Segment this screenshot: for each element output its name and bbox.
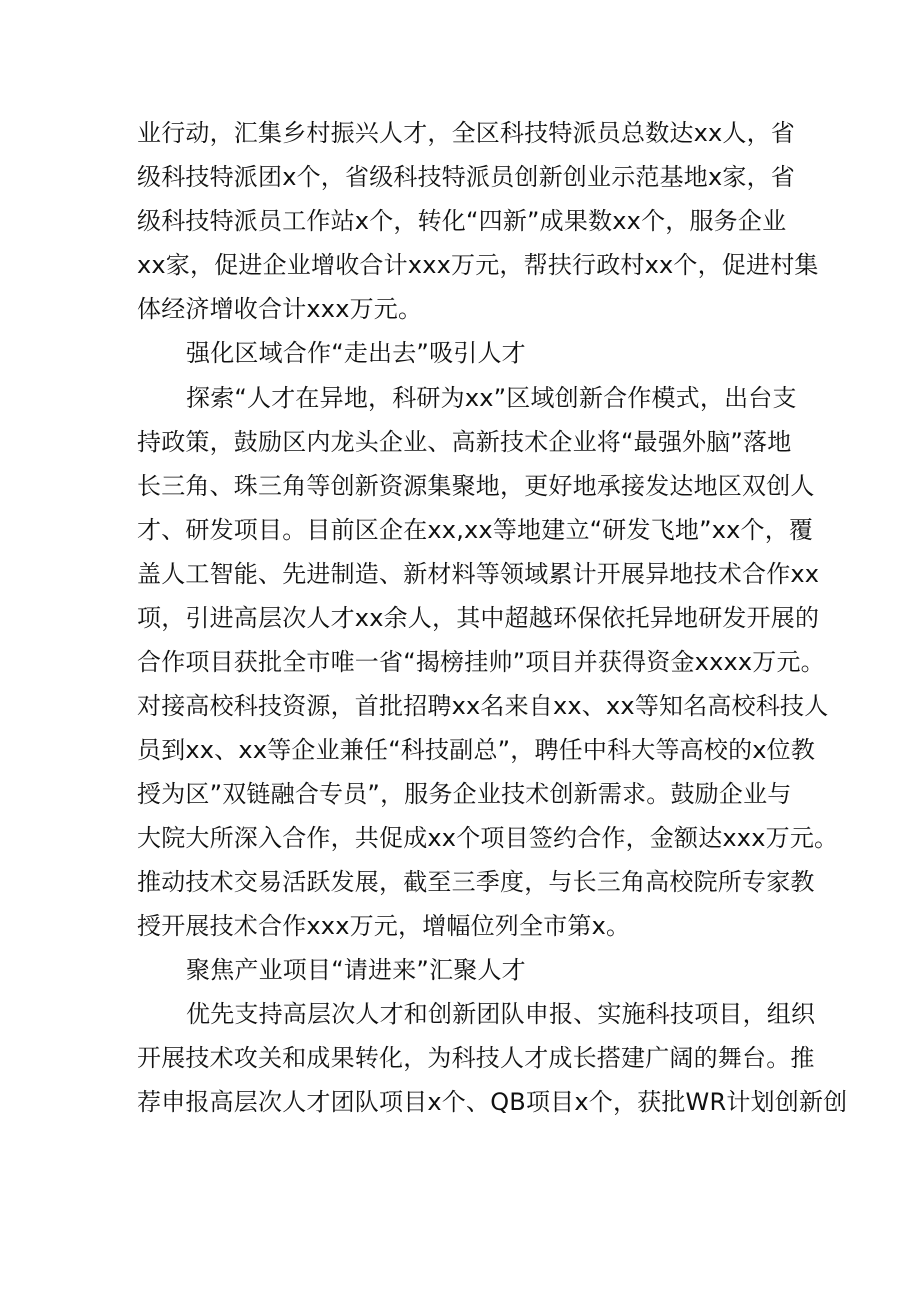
text-line-14: 对接高校科技资源，首批招聘xx名来自xx、xx等知名高校科技人 — [137, 692, 829, 720]
text-line-10: 才、研发项目。目前区企在xx,xx等地建立“研发飞地”xx个，覆 — [137, 516, 814, 544]
text-line-4: xx家，促进企业增收合计xxx万元，帮扶行政村xx个，促进村集 — [137, 251, 819, 279]
text-line-3: 级科技特派员工作站x个，转化“四新”成果数xx个，服务企业 — [137, 207, 787, 235]
text-line-11: 盖人工智能、先进制造、新材料等领域累计开展异地技术合作xx — [137, 560, 820, 588]
text-line-12: 项，引进高层次人才xx余人，其中超越环保依托异地研发开展的 — [137, 604, 820, 632]
text-line-9: 长三角、珠三角等创新资源集聚地，更好地承接发达地区双创人 — [137, 472, 815, 500]
text-line-5: 体经济增收合计xxx万元。 — [137, 295, 423, 323]
text-line-22: 开展技术攻关和成果转化，为科技人才成长搭建广阔的舞台。推 — [137, 1044, 815, 1072]
text-line-23: 荐申报高层次人才团队项目x个、QB项目x个，获批WR计划创新创 — [137, 1088, 848, 1116]
text-line-2: 级科技特派团x个，省级科技特派员创新创业示范基地x家，省 — [137, 163, 796, 191]
text-line-15: 员到xx、xx等企业兼任“科技副总”，聘任中科大等高校的x位教 — [137, 736, 816, 764]
section-heading-industry-projects: 聚焦产业项目“请进来”汇聚人才 — [186, 956, 526, 984]
text-line-19: 授开展技术合作xxx万元，增幅位列全市第x。 — [137, 912, 631, 940]
text-line-13: 合作项目获批全市唯一省“揭榜挂帅”项目并获得资金xxxx万元。 — [137, 648, 825, 676]
text-line-1: 业行动，汇集乡村振兴人才，全区科技特派员总数达xx人，省 — [137, 119, 796, 147]
text-line-17: 大院大所深入合作，共促成xx个项目签约合作，金额达xxx万元。 — [137, 824, 839, 852]
text-line-8: 持政策，鼓励区内龙头企业、高新技术企业将“最强外脑”落地 — [137, 428, 792, 456]
section-heading-regional-cooperation: 强化区域合作“走出去”吸引人才 — [186, 339, 526, 367]
text-line-21: 优先支持高层次人才和创新团队申报、实施科技项目，组织 — [186, 1000, 816, 1028]
text-line-18: 推动技术交易活跃发展，截至三季度，与长三角高校院所专家教 — [137, 868, 815, 896]
text-line-7: 探索“人才在异地，科研为xx”区域创新合作模式，出台支 — [186, 384, 797, 412]
text-line-16: 授为区”双链融合专员”，服务企业技术创新需求。鼓励企业与 — [137, 780, 792, 808]
